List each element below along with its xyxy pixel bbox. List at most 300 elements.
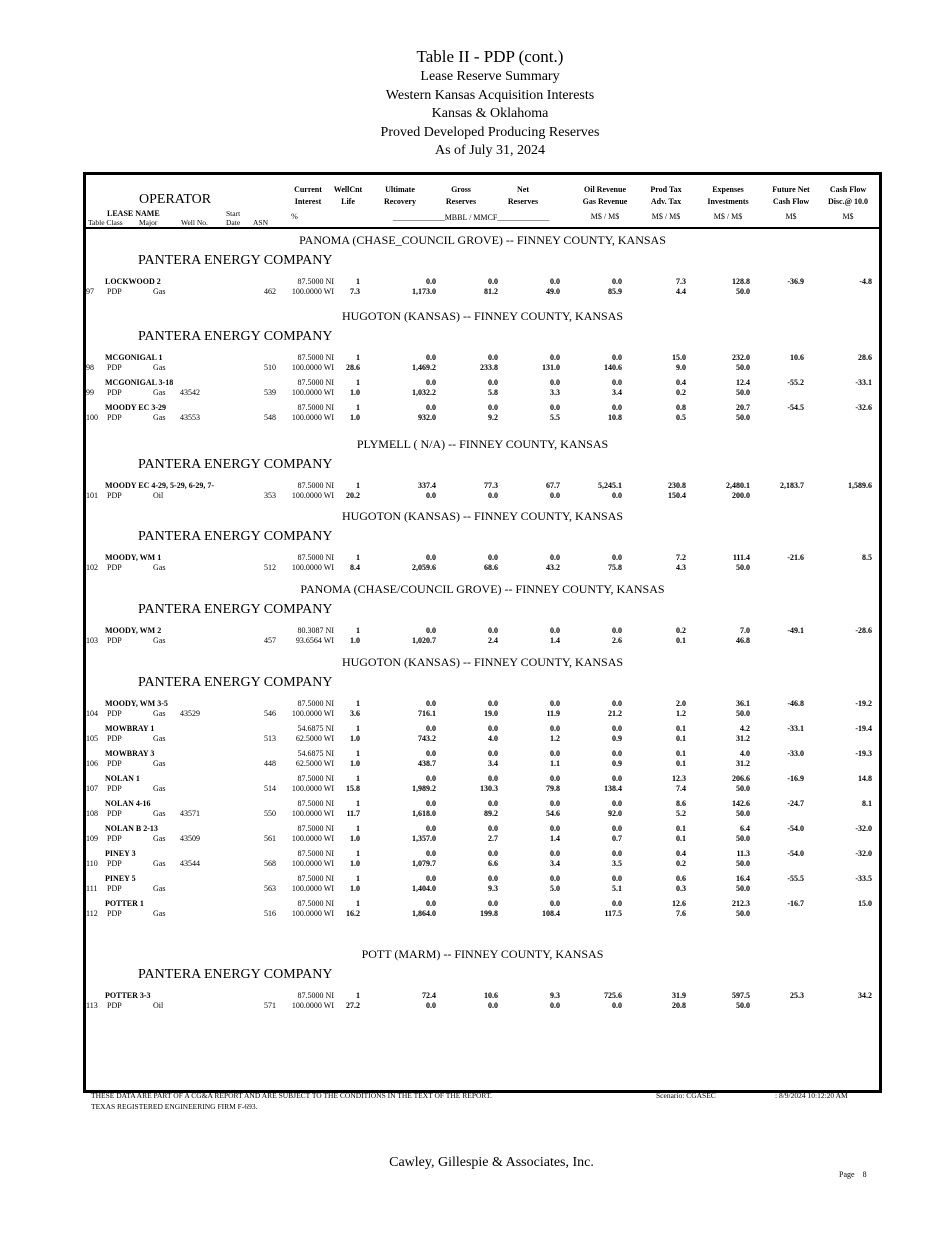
reserve-class: PDP bbox=[107, 563, 122, 572]
net-reserves-gas: 43.2 bbox=[546, 563, 560, 572]
lease-name: MOWBRAY 3 bbox=[105, 749, 155, 758]
gross-reserves-gas: 81.2 bbox=[484, 287, 498, 296]
revenue-oil: 0.0 bbox=[612, 849, 622, 858]
expenses-gas: 50.0 bbox=[736, 834, 750, 843]
net-interest: 87.5000 NI bbox=[297, 849, 334, 858]
revenue-oil: 0.0 bbox=[612, 749, 622, 758]
future-net-cash-flow: -55.5 bbox=[787, 874, 804, 883]
operator-name: PANTERA ENERGY COMPANY bbox=[138, 329, 333, 344]
company-name: Cawley, Gillespie & Associates, Inc. bbox=[389, 1155, 594, 1170]
revenue-gas: 92.0 bbox=[608, 809, 622, 818]
working-interest: 100.0000 WI bbox=[291, 909, 334, 918]
taxes-gas: 5.2 bbox=[676, 809, 686, 818]
discounted-cash-flow: -19.3 bbox=[855, 749, 872, 758]
discounted-cash-flow: -4.8 bbox=[859, 277, 872, 286]
taxes-gas: 4.4 bbox=[676, 287, 686, 296]
gross-reserves-oil: 0.0 bbox=[488, 824, 498, 833]
taxes-gas: 0.1 bbox=[676, 834, 686, 843]
net-interest: 87.5000 NI bbox=[297, 353, 334, 362]
lease-name: MCGONIGAL 3-18 bbox=[105, 378, 174, 387]
major-product: Gas bbox=[153, 759, 166, 768]
asn-value: 561 bbox=[264, 834, 276, 843]
net-reserves-oil: 0.0 bbox=[550, 799, 560, 808]
well-number: 43544 bbox=[180, 859, 200, 868]
well-no-header: Well No. bbox=[181, 218, 208, 227]
table-number: 111 bbox=[86, 884, 98, 893]
gross-reserves-oil: 0.0 bbox=[488, 774, 498, 783]
major-product: Gas bbox=[153, 784, 166, 793]
net-reserves-gas: 3.4 bbox=[550, 859, 560, 868]
taxes-gas: 7.4 bbox=[676, 784, 686, 793]
working-interest: 100.0000 WI bbox=[291, 834, 334, 843]
future-net-cash-flow: -33.0 bbox=[787, 749, 804, 758]
net-reserves-oil: 0.0 bbox=[550, 553, 560, 562]
taxes-oil: 0.1 bbox=[676, 724, 686, 733]
table-number: 101 bbox=[86, 491, 98, 500]
table-number: 106 bbox=[86, 759, 98, 768]
asn-value: 510 bbox=[264, 363, 276, 372]
ultimate-recovery-gas: 0.0 bbox=[426, 1001, 436, 1010]
table-number: 110 bbox=[86, 859, 98, 868]
gross-reserves-gas: 68.6 bbox=[484, 563, 498, 572]
ultimate-recovery-oil: 0.0 bbox=[426, 749, 436, 758]
life-years: 1.0 bbox=[350, 834, 360, 843]
asn-value: 550 bbox=[264, 809, 276, 818]
discounted-cash-flow: -19.2 bbox=[855, 699, 872, 708]
expenses-gas: 50.0 bbox=[736, 909, 750, 918]
future-net-cash-flow: -33.1 bbox=[787, 724, 804, 733]
expenses-oil: 206.6 bbox=[732, 774, 750, 783]
table-number: 100 bbox=[86, 413, 98, 422]
working-interest: 100.0000 WI bbox=[291, 413, 334, 422]
expenses-oil: 212.3 bbox=[732, 899, 750, 908]
net-interest: 87.5000 NI bbox=[297, 874, 334, 883]
net-reserves-oil: 0.0 bbox=[550, 403, 560, 412]
ultimate-recovery-gas: 1,404.0 bbox=[412, 884, 436, 893]
future-net-cash-flow: -55.2 bbox=[787, 378, 804, 387]
well-count: 1 bbox=[356, 403, 360, 412]
net-reserves-gas: 131.0 bbox=[542, 363, 560, 372]
revenue-oil: 0.0 bbox=[612, 774, 622, 783]
major-product: Gas bbox=[153, 734, 166, 743]
lease-name: NOLAN B 2-13 bbox=[105, 824, 158, 833]
footer-scenario: Scenario: CGASEC bbox=[656, 1091, 716, 1100]
revenue-oil: 725.6 bbox=[604, 991, 622, 1000]
revenue-gas: 10.8 bbox=[608, 413, 622, 422]
header-divider bbox=[86, 227, 879, 229]
working-interest: 62.5000 WI bbox=[295, 759, 334, 768]
footer-firm: TEXAS REGISTERED ENGINEERING FIRM F-693. bbox=[91, 1102, 258, 1111]
net-reserves-header: Net Reserves bbox=[507, 185, 539, 206]
ultimate-recovery-gas: 1,032.2 bbox=[412, 388, 436, 397]
taxes-oil: 8.6 bbox=[676, 799, 686, 808]
operator-name: PANTERA ENERGY COMPANY bbox=[138, 602, 333, 617]
current-interest-header: Current Interest bbox=[294, 185, 322, 206]
taxes-gas: 20.8 bbox=[672, 1001, 686, 1010]
expenses-gas: 50.0 bbox=[736, 563, 750, 572]
lease-name: MOODY, WM 3-5 bbox=[105, 699, 168, 708]
net-interest: 87.5000 NI bbox=[297, 403, 334, 412]
discounted-cash-flow: 15.0 bbox=[858, 899, 872, 908]
asn-value: 353 bbox=[264, 491, 276, 500]
ultimate-recovery-oil: 0.0 bbox=[426, 626, 436, 635]
net-reserves-gas: 79.8 bbox=[546, 784, 560, 793]
future-net-cash-flow: 10.6 bbox=[790, 353, 804, 362]
life-years: 27.2 bbox=[346, 1001, 360, 1010]
net-reserves-oil: 0.0 bbox=[550, 824, 560, 833]
lease-name: MOODY EC 4-29, 5-29, 6-29, 7- bbox=[105, 481, 215, 490]
discounted-cash-flow: 34.2 bbox=[858, 991, 872, 1000]
table-number: 102 bbox=[86, 563, 98, 572]
gross-reserves-gas: 2.4 bbox=[488, 636, 498, 645]
gross-reserves-gas: 6.6 bbox=[488, 859, 498, 868]
major-product: Gas bbox=[153, 709, 166, 718]
table-number: 112 bbox=[86, 909, 98, 918]
major-product: Gas bbox=[153, 909, 166, 918]
ultimate-recovery-oil: 0.0 bbox=[426, 353, 436, 362]
expenses-oil: 597.5 bbox=[732, 991, 750, 1000]
operator-name: PANTERA ENERGY COMPANY bbox=[138, 529, 333, 544]
disc-cash-flow-header: Cash Flow Disc.@ 10.0 bbox=[827, 185, 869, 206]
working-interest: 93.6564 WI bbox=[295, 636, 334, 645]
ultimate-recovery-oil: 0.0 bbox=[426, 699, 436, 708]
ultimate-recovery-header: Ultimate Recovery bbox=[384, 185, 416, 206]
reserve-class: PDP bbox=[107, 759, 122, 768]
future-net-cash-flow: -54.0 bbox=[787, 849, 804, 858]
working-interest: 100.0000 WI bbox=[291, 491, 334, 500]
asn-value: 448 bbox=[264, 759, 276, 768]
net-reserves-oil: 0.0 bbox=[550, 626, 560, 635]
net-reserves-oil: 0.0 bbox=[550, 724, 560, 733]
taxes-gas: 9.0 bbox=[676, 363, 686, 372]
working-interest: 62.5000 WI bbox=[295, 734, 334, 743]
table-number: 105 bbox=[86, 734, 98, 743]
reserve-class: PDP bbox=[107, 491, 122, 500]
disc-units-header: M$ bbox=[842, 212, 854, 221]
revenue-gas: 75.8 bbox=[608, 563, 622, 572]
well-count: 1 bbox=[356, 353, 360, 362]
location-heading: HUGOTON (KANSAS) -- FINNEY COUNTY, KANSAS bbox=[341, 309, 624, 323]
ultimate-recovery-gas: 1,020.7 bbox=[412, 636, 436, 645]
taxes-gas: 150.4 bbox=[668, 491, 686, 500]
expenses-oil: 6.4 bbox=[740, 824, 750, 833]
taxes-oil: 0.2 bbox=[676, 626, 686, 635]
asn-value: 513 bbox=[264, 734, 276, 743]
taxes-oil: 0.1 bbox=[676, 824, 686, 833]
major-product: Gas bbox=[153, 413, 166, 422]
working-interest: 100.0000 WI bbox=[291, 563, 334, 572]
taxes-oil: 0.6 bbox=[676, 874, 686, 883]
working-interest: 100.0000 WI bbox=[291, 784, 334, 793]
reserve-class: PDP bbox=[107, 884, 122, 893]
expenses-oil: 20.7 bbox=[736, 403, 750, 412]
working-interest: 100.0000 WI bbox=[291, 388, 334, 397]
life-years: 20.2 bbox=[346, 491, 360, 500]
net-reserves-oil: 0.0 bbox=[550, 774, 560, 783]
taxes-gas: 0.5 bbox=[676, 413, 686, 422]
taxes-oil: 7.3 bbox=[676, 277, 686, 286]
ultimate-recovery-oil: 0.0 bbox=[426, 874, 436, 883]
net-interest: 87.5000 NI bbox=[297, 899, 334, 908]
life-years: 8.4 bbox=[350, 563, 360, 572]
gross-reserves-gas: 19.0 bbox=[484, 709, 498, 718]
lease-name: MOODY EC 3-29 bbox=[105, 403, 167, 412]
well-count: 1 bbox=[356, 481, 360, 490]
gross-reserves-oil: 0.0 bbox=[488, 353, 498, 362]
future-net-cash-flow: -54.5 bbox=[787, 403, 804, 412]
ultimate-recovery-gas: 1,618.0 bbox=[412, 809, 436, 818]
major-product: Gas bbox=[153, 834, 166, 843]
revenue-units-header: M$ / M$ bbox=[590, 212, 620, 221]
taxes-oil: 15.0 bbox=[672, 353, 686, 362]
tax-header: Prod Tax Adv. Tax bbox=[650, 185, 682, 206]
taxes-oil: 12.3 bbox=[672, 774, 686, 783]
tax-units-header: M$ / M$ bbox=[651, 212, 681, 221]
gross-reserves-oil: 10.6 bbox=[484, 991, 498, 1000]
revenue-oil: 0.0 bbox=[612, 378, 622, 387]
gross-reserves-gas: 5.8 bbox=[488, 388, 498, 397]
revenue-oil: 0.0 bbox=[612, 874, 622, 883]
taxes-gas: 7.6 bbox=[676, 909, 686, 918]
gross-reserves-gas: 89.2 bbox=[484, 809, 498, 818]
lease-name: MOODY, WM 1 bbox=[105, 553, 162, 562]
expenses-gas: 31.2 bbox=[736, 734, 750, 743]
reserve-class: PDP bbox=[107, 413, 122, 422]
future-net-cash-flow: -16.7 bbox=[787, 899, 804, 908]
lease-name: POTTER 3-3 bbox=[105, 991, 151, 1000]
working-interest: 100.0000 WI bbox=[291, 884, 334, 893]
life-years: 1.0 bbox=[350, 859, 360, 868]
working-interest: 100.0000 WI bbox=[291, 363, 334, 372]
lease-name: LOCKWOOD 2 bbox=[105, 277, 161, 286]
expenses-gas: 50.0 bbox=[736, 784, 750, 793]
revenue-gas: 3.4 bbox=[612, 388, 622, 397]
discounted-cash-flow: -19.4 bbox=[855, 724, 872, 733]
ultimate-recovery-oil: 337.4 bbox=[418, 481, 436, 490]
ultimate-recovery-oil: 0.0 bbox=[426, 899, 436, 908]
operator-header: OPERATOR bbox=[139, 192, 212, 207]
expenses-units-header: M$ / M$ bbox=[713, 212, 743, 221]
expenses-gas: 50.0 bbox=[736, 363, 750, 372]
future-net-cash-flow: -54.0 bbox=[787, 824, 804, 833]
revenue-gas: 0.9 bbox=[612, 759, 622, 768]
expenses-oil: 232.0 bbox=[732, 353, 750, 362]
revenue-gas: 85.9 bbox=[608, 287, 622, 296]
reserve-class: PDP bbox=[107, 709, 122, 718]
ultimate-recovery-oil: 0.0 bbox=[426, 724, 436, 733]
gross-reserves-gas: 233.8 bbox=[480, 363, 498, 372]
reserve-class: PDP bbox=[107, 809, 122, 818]
ultimate-recovery-oil: 0.0 bbox=[426, 403, 436, 412]
start-header: Start bbox=[226, 209, 241, 218]
lease-name: POTTER 1 bbox=[105, 899, 144, 908]
gross-reserves-oil: 0.0 bbox=[488, 553, 498, 562]
revenue-gas: 5.1 bbox=[612, 884, 622, 893]
future-net-cash-flow: 25.3 bbox=[790, 991, 804, 1000]
location-heading: PANOMA (CHASE_COUNCIL GROVE) -- FINNEY COUNTY, KANSAS bbox=[299, 233, 666, 247]
gross-reserves-oil: 0.0 bbox=[488, 874, 498, 883]
well-count: 1 bbox=[356, 277, 360, 286]
well-number: 43553 bbox=[180, 413, 200, 422]
revenue-header: Oil Revenue Gas Revenue bbox=[582, 185, 628, 206]
future-net-cash-flow: 2,183.7 bbox=[780, 481, 804, 490]
revenue-gas: 0.7 bbox=[612, 834, 622, 843]
major-product: Gas bbox=[153, 388, 166, 397]
well-count: 1 bbox=[356, 774, 360, 783]
life-years: 1.0 bbox=[350, 734, 360, 743]
life-years: 28.6 bbox=[346, 363, 360, 372]
gross-reserves-oil: 77.3 bbox=[484, 481, 498, 490]
asn-value: 457 bbox=[264, 636, 276, 645]
table-number: 108 bbox=[86, 809, 98, 818]
net-reserves-oil: 9.3 bbox=[550, 991, 560, 1000]
pct-header: % bbox=[291, 212, 298, 221]
expenses-oil: 7.0 bbox=[740, 626, 750, 635]
net-interest: 87.5000 NI bbox=[297, 481, 334, 490]
taxes-gas: 0.2 bbox=[676, 388, 686, 397]
net-reserves-gas: 1.2 bbox=[550, 734, 560, 743]
report-subtitle: Proved Developed Producing Reserves bbox=[380, 124, 600, 140]
asn-value: 563 bbox=[264, 884, 276, 893]
well-count: 1 bbox=[356, 991, 360, 1000]
ultimate-recovery-oil: 0.0 bbox=[426, 774, 436, 783]
net-interest: 87.5000 NI bbox=[297, 991, 334, 1000]
future-net-cash-flow: -16.9 bbox=[787, 774, 804, 783]
revenue-oil: 0.0 bbox=[612, 403, 622, 412]
page-number: Page 8 bbox=[839, 1170, 867, 1179]
discounted-cash-flow: -32.0 bbox=[855, 849, 872, 858]
net-reserves-oil: 0.0 bbox=[550, 277, 560, 286]
net-reserves-oil: 0.0 bbox=[550, 849, 560, 858]
operator-name: PANTERA ENERGY COMPANY bbox=[138, 675, 333, 690]
revenue-gas: 140.6 bbox=[604, 363, 622, 372]
well-count: 1 bbox=[356, 553, 360, 562]
report-date: As of July 31, 2024 bbox=[434, 143, 546, 158]
ultimate-recovery-oil: 0.0 bbox=[426, 799, 436, 808]
ultimate-recovery-gas: 1,864.0 bbox=[412, 909, 436, 918]
working-interest: 100.0000 WI bbox=[291, 859, 334, 868]
expenses-gas: 50.0 bbox=[736, 709, 750, 718]
gross-reserves-gas: 9.3 bbox=[488, 884, 498, 893]
revenue-oil: 0.0 bbox=[612, 626, 622, 635]
location-heading: PANOMA (CHASE/COUNCIL GROVE) -- FINNEY COUNTY, KANSAS bbox=[300, 582, 665, 596]
asn-value: 514 bbox=[264, 784, 276, 793]
revenue-oil: 0.0 bbox=[612, 899, 622, 908]
well-count: 1 bbox=[356, 874, 360, 883]
revenue-gas: 21.2 bbox=[608, 709, 622, 718]
revenue-oil: 0.0 bbox=[612, 553, 622, 562]
major-product: Gas bbox=[153, 636, 166, 645]
table-class-header: Table Class bbox=[88, 218, 123, 227]
revenue-gas: 0.0 bbox=[612, 491, 622, 500]
expenses-gas: 200.0 bbox=[732, 491, 750, 500]
expenses-gas: 50.0 bbox=[736, 859, 750, 868]
expenses-oil: 111.4 bbox=[732, 553, 750, 562]
gross-reserves-oil: 0.0 bbox=[488, 799, 498, 808]
future-net-cash-flow: -24.7 bbox=[787, 799, 804, 808]
well-count: 1 bbox=[356, 749, 360, 758]
reserve-class: PDP bbox=[107, 388, 122, 397]
gross-reserves-gas: 0.0 bbox=[488, 1001, 498, 1010]
ultimate-recovery-oil: 0.0 bbox=[426, 378, 436, 387]
expenses-gas: 50.0 bbox=[736, 809, 750, 818]
gross-reserves-gas: 199.8 bbox=[480, 909, 498, 918]
ultimate-recovery-oil: 72.4 bbox=[422, 991, 436, 1000]
life-years: 7.3 bbox=[350, 287, 360, 296]
expenses-gas: 50.0 bbox=[736, 388, 750, 397]
revenue-gas: 138.4 bbox=[604, 784, 622, 793]
expenses-gas: 50.0 bbox=[736, 1001, 750, 1010]
operator-name: PANTERA ENERGY COMPANY bbox=[138, 253, 333, 268]
net-reserves-gas: 49.0 bbox=[546, 287, 560, 296]
ultimate-recovery-gas: 1,079.7 bbox=[412, 859, 436, 868]
table-number: 109 bbox=[86, 834, 98, 843]
ultimate-recovery-oil: 0.0 bbox=[426, 849, 436, 858]
footer-disclaimer: THESE DATA ARE PART OF A CG&A REPORT AND ARE SUBJECT TO THE CONDITIONS IN THE TEXT OF THE REPORT. bbox=[91, 1091, 492, 1100]
well-count: 1 bbox=[356, 724, 360, 733]
ultimate-recovery-gas: 743.2 bbox=[418, 734, 436, 743]
net-reserves-gas: 5.0 bbox=[550, 884, 560, 893]
net-reserves-gas: 0.0 bbox=[550, 1001, 560, 1010]
major-product: Gas bbox=[153, 859, 166, 868]
taxes-gas: 0.1 bbox=[676, 734, 686, 743]
ultimate-recovery-gas: 1,173.0 bbox=[412, 287, 436, 296]
expenses-gas: 31.2 bbox=[736, 759, 750, 768]
net-interest: 87.5000 NI bbox=[297, 799, 334, 808]
revenue-gas: 117.5 bbox=[604, 909, 622, 918]
footer-timestamp: : 8/9/2024 10:12:20 AM bbox=[775, 1091, 848, 1100]
gross-reserves-header: Gross Reserves bbox=[445, 185, 477, 206]
major-product: Gas bbox=[153, 363, 166, 372]
discounted-cash-flow: -33.5 bbox=[855, 874, 872, 883]
gross-reserves-oil: 0.0 bbox=[488, 403, 498, 412]
well-number: 43509 bbox=[180, 834, 200, 843]
net-reserves-oil: 0.0 bbox=[550, 699, 560, 708]
expenses-oil: 11.3 bbox=[736, 849, 750, 858]
net-reserves-oil: 0.0 bbox=[550, 378, 560, 387]
expenses-header: Expenses Investments bbox=[707, 185, 749, 206]
ultimate-recovery-gas: 438.7 bbox=[418, 759, 436, 768]
asn-value: 512 bbox=[264, 563, 276, 572]
asn-value: 546 bbox=[264, 709, 276, 718]
ultimate-recovery-oil: 0.0 bbox=[426, 277, 436, 286]
lease-name: MOWBRAY 1 bbox=[105, 724, 155, 733]
report-subtitle: Kansas & Oklahoma bbox=[431, 106, 549, 121]
net-interest: 87.5000 NI bbox=[297, 553, 334, 562]
well-count: 1 bbox=[356, 378, 360, 387]
reserve-class: PDP bbox=[107, 734, 122, 743]
net-interest: 80.3087 NI bbox=[297, 626, 334, 635]
taxes-oil: 31.9 bbox=[672, 991, 686, 1000]
expenses-oil: 142.6 bbox=[732, 799, 750, 808]
life-years: 1.0 bbox=[350, 413, 360, 422]
life-years: 1.0 bbox=[350, 759, 360, 768]
net-interest: 87.5000 NI bbox=[297, 277, 334, 286]
table-number: 99 bbox=[86, 388, 94, 397]
lease-name: MCGONIGAL 1 bbox=[105, 353, 163, 362]
life-years: 16.2 bbox=[346, 909, 360, 918]
expenses-gas: 50.0 bbox=[736, 884, 750, 893]
revenue-oil: 0.0 bbox=[612, 799, 622, 808]
major-product: Gas bbox=[153, 287, 166, 296]
ultimate-recovery-gas: 1,989.2 bbox=[412, 784, 436, 793]
gross-reserves-oil: 0.0 bbox=[488, 626, 498, 635]
taxes-gas: 0.3 bbox=[676, 884, 686, 893]
ultimate-recovery-gas: 716.1 bbox=[418, 709, 436, 718]
revenue-gas: 3.5 bbox=[612, 859, 622, 868]
net-reserves-oil: 67.7 bbox=[546, 481, 560, 490]
major-product: Oil bbox=[153, 1001, 164, 1010]
